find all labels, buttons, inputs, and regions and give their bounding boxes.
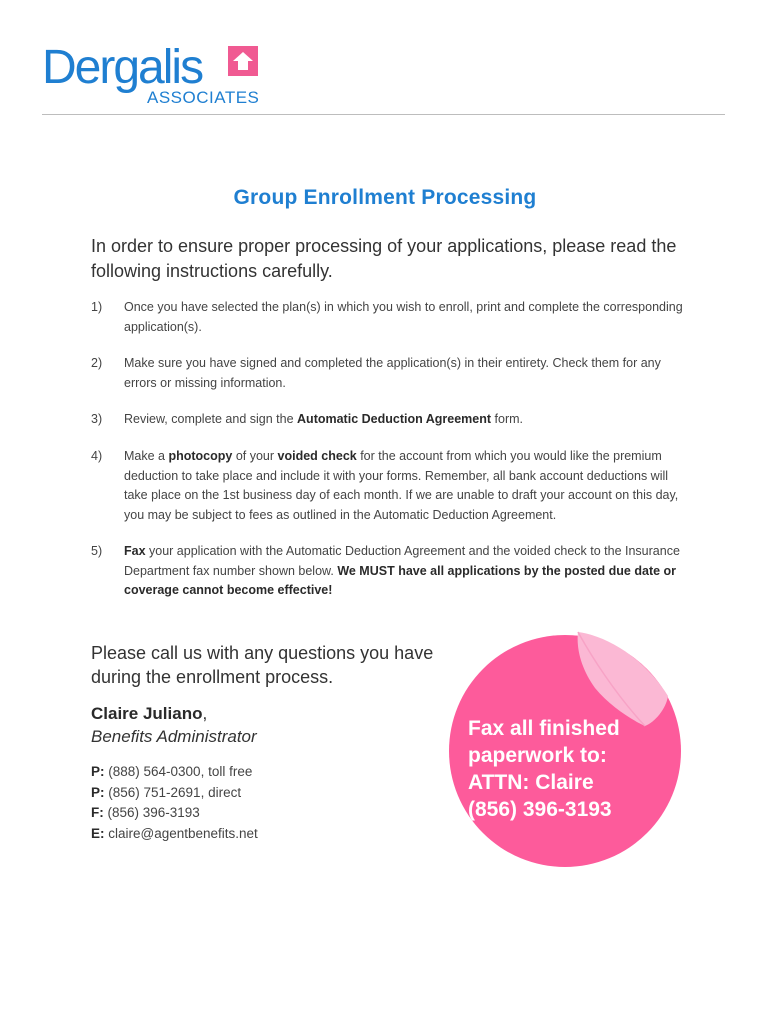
step-text-run: Make a [124, 449, 169, 463]
contact-role: Benefits Administrator [91, 727, 257, 746]
intro-paragraph: In order to ensure proper processing of your applications, please read the following instructions carefully. [91, 236, 677, 281]
step-number: 2) [91, 356, 103, 370]
house-up-arrow-icon [228, 46, 258, 76]
step-number: 1) [91, 300, 103, 314]
contact-line-label: E: [91, 825, 105, 841]
company-logo [42, 40, 272, 110]
contact-line [91, 824, 258, 845]
step-emphasis: photocopy [168, 449, 233, 463]
step-text [124, 298, 684, 337]
contact-line-label: F: [91, 805, 104, 820]
contact-details [91, 762, 258, 844]
step-emphasis: voided check [277, 449, 357, 463]
step-number: 4) [91, 449, 103, 463]
step-text-run: of your [232, 449, 278, 463]
contact-line-value: claire@agentbenefits.net [104, 825, 258, 841]
step-emphasis: Automatic Deduction Agreement [297, 412, 492, 426]
step-text-run: Once you have selected the plan(s) in which you wish to enroll, print and complete the corresponding application(s). [124, 300, 683, 334]
instruction-step [91, 354, 684, 393]
step-emphasis: We MUST have all applications by the posted due date or coverage cannot become effective! [124, 563, 677, 597]
instruction-step [91, 447, 684, 525]
page-title: Group Enrollment Processing [233, 186, 537, 209]
step-text-run: Make sure you have signed and completed the application(s) in their entirety. Check them for any errors or missing information. [124, 356, 661, 390]
step-text [124, 542, 684, 601]
contact-line [91, 783, 258, 804]
logo-subtitle: ASSOCIATES [147, 88, 260, 107]
fax-callout-line: ATTN: Claire [468, 771, 594, 794]
instruction-step [91, 542, 684, 601]
step-text-run: Review, complete and sign the [124, 412, 298, 426]
contact-line-label: P: [91, 784, 105, 800]
contact-line [91, 762, 258, 783]
header-divider [42, 114, 725, 115]
fax-callout-line: (856) 396-3193 [468, 798, 612, 821]
step-text [124, 447, 684, 525]
contact-line [91, 803, 258, 824]
contact-line-label: P: [91, 764, 105, 779]
instruction-step [91, 298, 684, 337]
step-number: 5) [91, 544, 103, 558]
step-text-run: for the account from which you would like the premium deduction to take place and include it with your forms. Remember, all bank account deductions will take place on the 1st business day of each month. If we are unable to draft your account on this day, you may be subject to fees as outlined in the Automatic Deduction Agreement. [124, 449, 679, 522]
step-text [124, 410, 684, 430]
instruction-step [91, 410, 684, 430]
step-emphasis: Fax [124, 544, 146, 558]
contact-line-value: (856) 751-2691, direct [104, 784, 242, 800]
fax-callout-line: paperwork to: [468, 744, 607, 767]
step-text [124, 354, 684, 393]
fax-callout-line: Fax all finished [468, 717, 620, 740]
step-number: 3) [91, 412, 103, 426]
contact-name [91, 704, 207, 724]
logo-wordmark: Dergalis [42, 41, 203, 94]
closing-paragraph: Please call us with any questions you have during the enrollment process. [91, 643, 434, 687]
contact-name-text: Claire Juliano [91, 704, 203, 723]
step-text-run: form. [491, 412, 523, 426]
contact-line-value: (888) 564-0300, toll free [104, 764, 253, 779]
step-text-run: your application with the Automatic Deduction Agreement and the voided check to the Insurance Department fax number shown below. [124, 544, 680, 578]
contact-name-comma: , [202, 704, 208, 723]
fax-callout [468, 715, 698, 823]
contact-line-value: (856) 396-3193 [103, 805, 200, 820]
